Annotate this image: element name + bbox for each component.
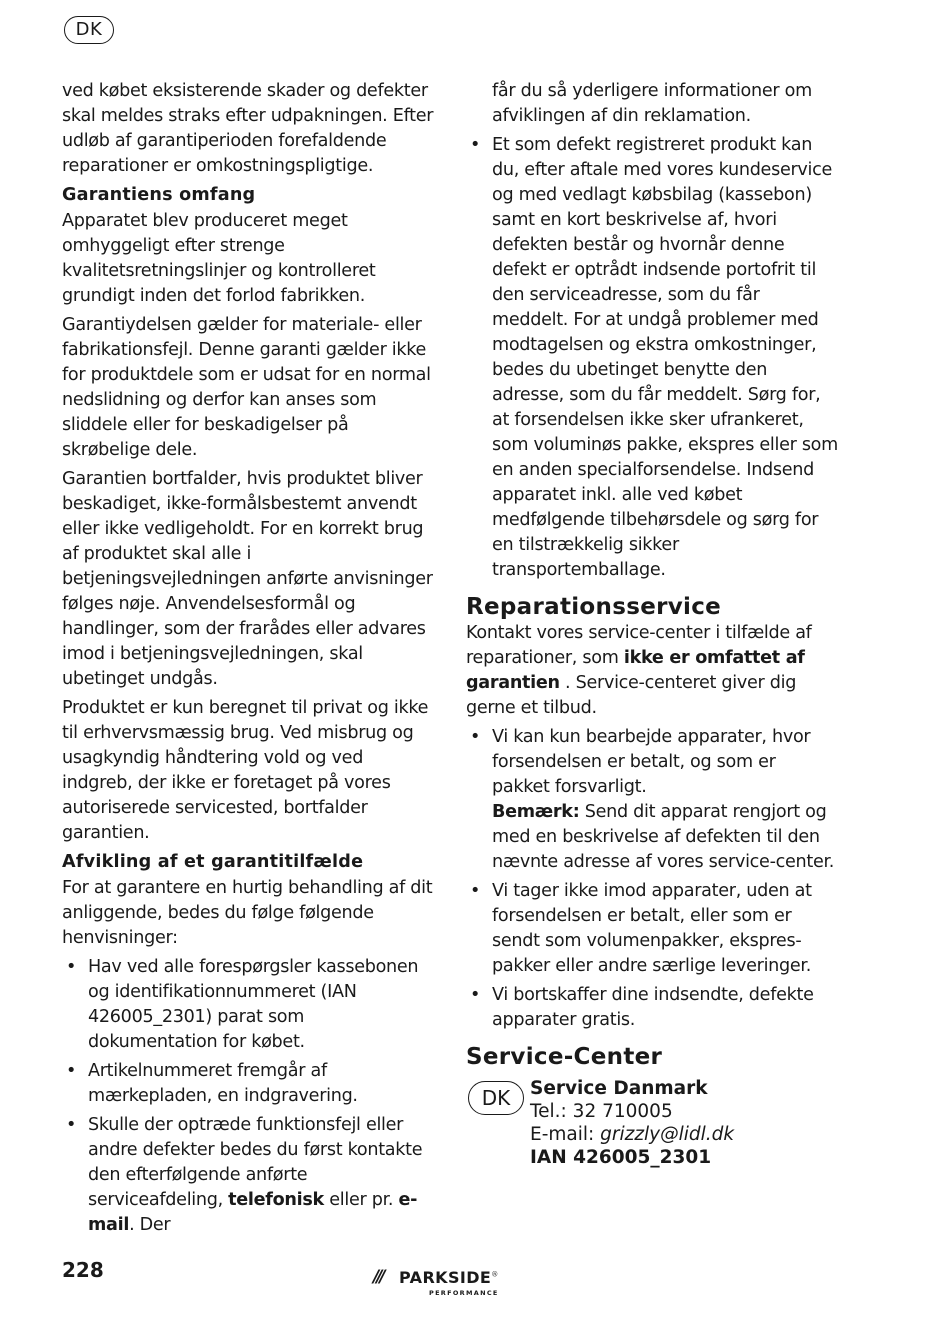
paragraph-repair: [466, 621, 838, 721]
logo-slashes: ///: [373, 1267, 383, 1287]
list-item-text: Vi kan kun bearbejde apparater, hvor forsendelsen er betalt, og som er pakket forsvarligt.: [492, 727, 811, 797]
list-item: [62, 1113, 434, 1238]
logo-name: PARKSIDE®: [399, 1268, 499, 1287]
note-text: Send dit apparat rengjort og med en beskrivelse af defekten til den nævnte adresse af vores service-center.: [492, 802, 835, 872]
email-emphasis: e-mail: [88, 1190, 418, 1235]
list-item-continuation: får du så yderligere informationer om afviklingen af din reklamation.: [492, 81, 812, 126]
intro-paragraph: ved købet eksisterende skader og defekter skal meldes straks efter udpakningen. Efter udløb af garantiperioden forefaldende reparationer er omkostningspligtige.: [62, 81, 434, 176]
list-item: • Vi bortskaffer dine indsendte, defekte apparater gratis.: [466, 983, 838, 1033]
service-email: E-mail: grizzly@lidl.dk: [530, 1124, 735, 1145]
heading-service-center: Service-Center: [466, 1044, 663, 1070]
list-item: • Hav ved alle forespørgsler kassebonen og identifikationnummeret (IAN 426005_2301) parat som dokumentation for købet.: [62, 955, 434, 1055]
service-contact: [530, 1077, 734, 1169]
country-badge: DK: [468, 1081, 524, 1115]
repair-emphasis: ikke er omfattet af garantien: [466, 648, 805, 693]
heading-repair-service: Reparationsservice: [466, 594, 722, 620]
claim-instructions-list-cont: [466, 133, 838, 583]
paragraph-claim-intro: For at garantere en hurtig behandling af dit anliggende, bedes du følge følgende henvisninger:: [62, 878, 433, 948]
service-name: Service Danmark: [530, 1078, 708, 1099]
list-item-text: . Der: [129, 1215, 171, 1235]
heading-warranty-scope: Garantiens omfang: [62, 185, 256, 205]
service-phone: Tel.: 32 710005: [530, 1101, 673, 1122]
list-item: [466, 725, 838, 875]
heading-warranty-claim: Afvikling af et garantitilfælde: [62, 852, 364, 872]
paragraph-private-use: Produktet er kun beregnet til privat og ikke til erhvervsmæssig brug. Ved misbrug og usagkyndig håndtering vold og ved indgreb, der ikke er foretaget på vores autoriserede servicested, bortfalder garantien.: [62, 698, 429, 843]
repair-conditions-list: [466, 725, 838, 1033]
list-item-text: eller pr.: [323, 1190, 399, 1210]
language-badge: DK: [64, 16, 114, 44]
logo-subtitle: PERFORMANCE: [429, 1289, 499, 1297]
paragraph-void: Garantien bortfalder, hvis produktet bliver beskadiget, ikke-formålsbestemt anvendt eller ikke vedligeholdt. For en korrekt brug af produktet skal alle i betjeningsvejledningen anførte anvisninger følges nøje. Anvendelsesformål og handlinger, som der frarådes eller advares imod i betjeningsvejledningen, skal ubetinget undgås.: [62, 469, 433, 689]
note-label: Bemærk:: [492, 802, 580, 822]
list-item: • Et som defekt registreret produkt kan du, efter aftale med vores kundeservice og med vedlagt købsbilag (kassebon) samt en kort beskrivelse af, hvori defekten består og hvornår denne defekt er optrådt indsende portofrit til den serviceadresse, som du får meddelt. For at undgå problemer med modtagelsen og ekstra omkostninger, bedes du ubetinget benytte den adresse, som du får meddelt. Sørg for, at forsendelsen ikke sker ufrankeret, som voluminøs pakke, ekspres eller som en anden specialforsendelse. Indsend apparatet inkl. alle ved købet medfølgende tilbehørsdele og sørg for en tilstrækkelig sikker transportemballage.: [466, 133, 838, 583]
phone-emphasis: telefonisk: [228, 1190, 324, 1210]
service-center-block: [466, 1077, 838, 1173]
parkside-logo: [373, 1267, 523, 1301]
list-item: • Vi tager ikke imod apparater, uden at forsendelsen er betalt, eller som er sendt som volumenpakker, ekspres-pakker eller andre særlige leveringer.: [466, 879, 838, 979]
service-ian: IAN 426005_2301: [530, 1147, 712, 1168]
claim-instructions-list: [62, 955, 434, 1238]
page-number: 228: [62, 1258, 104, 1282]
paragraph-production: Apparatet blev produceret meget omhyggeligt efter strenge kvalitetsretningslinjer og kontrolleret grundigt inden det forlod fabrikken.: [62, 211, 376, 306]
list-item-text: Skulle der optræde funktionsfejl eller andre defekter bedes du først kontakte den efterfølgende anførte serviceafdeling,: [88, 1115, 423, 1210]
right-column: [466, 79, 838, 1173]
repair-text: . Service-centeret giver dig gerne et tilbud.: [466, 673, 797, 718]
repair-text: Kontakt vores service-center i tilfælde af reparationer, som: [466, 623, 812, 668]
left-column: [62, 79, 434, 1242]
list-item: • Artikelnummeret fremgår af mærkepladen, en indgravering.: [62, 1059, 434, 1109]
email-address: grizzly@lidl.dk: [600, 1124, 735, 1145]
paragraph-coverage: Garantiydelsen gælder for materiale- eller fabrikationsfejl. Denne garanti gælder ikke for produktdele som er udsat for en normal nedslidning og derfor kan anses som sliddele eller for beskadigelser på skrøbelige dele.: [62, 315, 431, 460]
